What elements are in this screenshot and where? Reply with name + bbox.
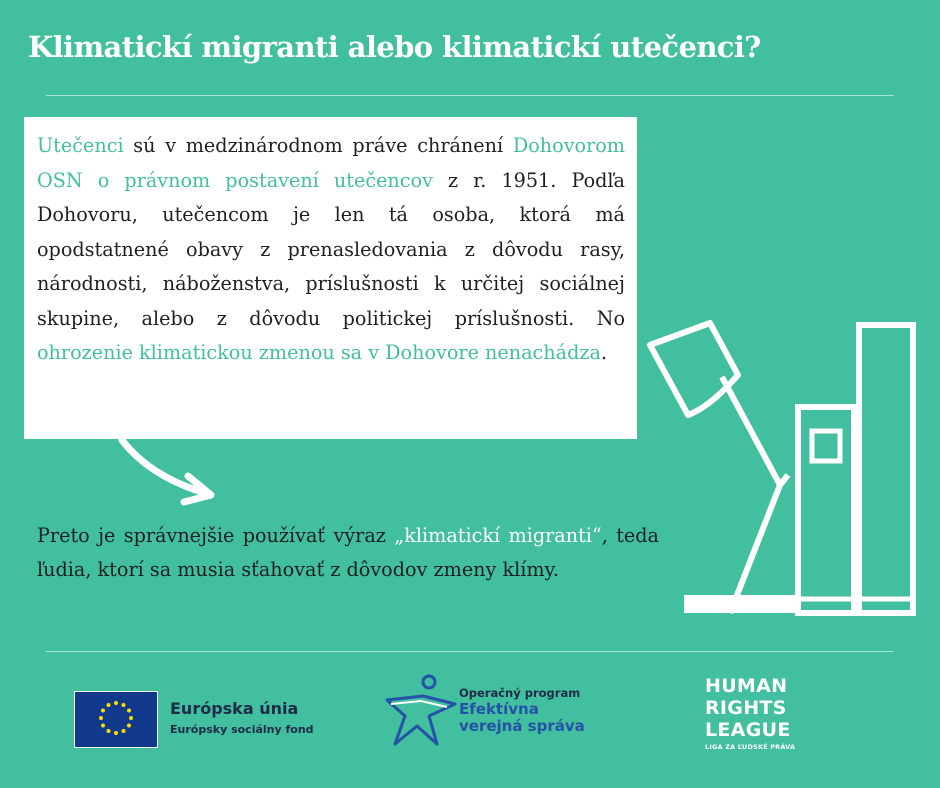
eu-flag-icon bbox=[74, 691, 158, 748]
term-refugees: Utečenci bbox=[37, 134, 124, 157]
bottom-divider bbox=[46, 651, 894, 652]
conclusion-paragraph bbox=[37, 519, 659, 587]
hrl-subtitle: LIGA ZA ĽUDSKÉ PRÁVA bbox=[705, 743, 796, 751]
top-divider bbox=[46, 95, 894, 96]
op-name-line2: verejná správa bbox=[459, 717, 585, 735]
op-name-line1: Efektívna bbox=[459, 700, 539, 718]
eu-name: Európska únia bbox=[170, 699, 299, 718]
conclusion-block bbox=[37, 519, 659, 587]
hrl-line2: RIGHTS bbox=[705, 697, 787, 719]
term-climate-migrants: „klimatickí migranti“ bbox=[394, 524, 602, 547]
curved-arrow-icon bbox=[110, 432, 230, 512]
op-star-figure-icon bbox=[381, 674, 459, 748]
hrl-line1: HUMAN bbox=[705, 675, 788, 697]
conclusion-text-2: , teda ľudia, ktorí sa musia sťahovať z dôvodov zmeny klímy. bbox=[37, 524, 659, 581]
card-text-3: . bbox=[600, 341, 608, 364]
card-text-2: z r. 1951. Podľa Dohovoru, utečencom je len tá osoba, ktorá má opodstatnené obavy z prenasledovania z dôvodu rasy, národnosti, náboženstva, príslušnosti k určitej sociálnej skupine, alebo z dôvodu politickej príslušnosti. No bbox=[37, 168, 625, 330]
term-convention: Dohovorom OSN o právnom postavení utečencov bbox=[37, 134, 625, 192]
desk-lamp-icon bbox=[640, 315, 930, 625]
term-climate-threat: ohrozenie klimatickou zmenou sa v Dohovore nenachádza bbox=[37, 341, 601, 364]
hrl-logo bbox=[705, 675, 795, 752]
op-label: Operačný program bbox=[459, 686, 581, 700]
books-icon bbox=[798, 325, 913, 613]
card-paragraph bbox=[37, 129, 625, 371]
conclusion-text-1: Preto je správnejšie používať výraz bbox=[37, 524, 395, 547]
eu-fund: Európsky sociálny fond bbox=[170, 723, 314, 736]
page-title: Klimatickí migranti alebo klimatickí utečenci? bbox=[28, 30, 761, 64]
info-card bbox=[24, 117, 637, 439]
hrl-line3: LEAGUE bbox=[705, 719, 791, 741]
card-text-1: sú v medzinárodnom práve chránení bbox=[123, 134, 513, 157]
